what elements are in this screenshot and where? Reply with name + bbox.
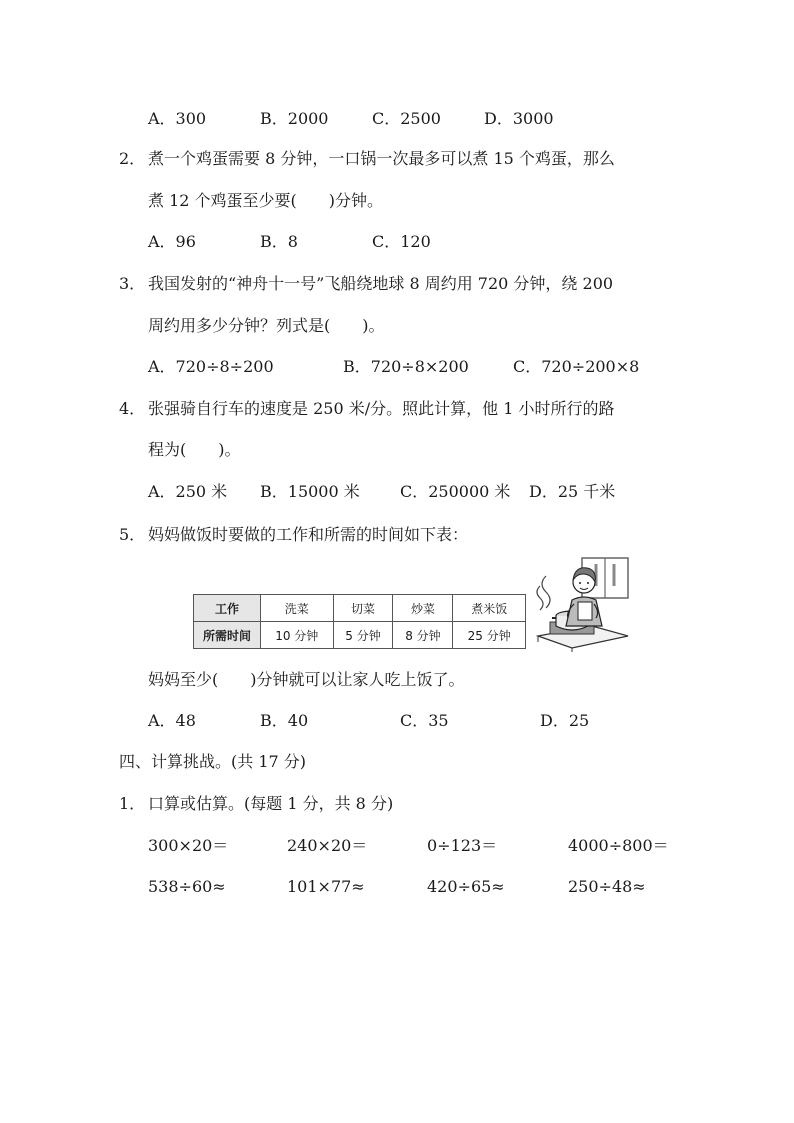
- q4-option-a: A．250 米: [148, 482, 228, 501]
- calc-item: 538÷60≈: [148, 877, 226, 896]
- table-row: [194, 595, 526, 622]
- q3-option-c: C．720÷200×8: [513, 357, 640, 376]
- q5-option-c: C．35: [400, 711, 449, 730]
- q5-line2: 妈妈至少( )分钟就可以让家人吃上饭了。: [148, 670, 465, 689]
- calc-item: 250÷48≈: [568, 877, 646, 896]
- q5-option-d: D．25: [540, 711, 590, 730]
- task-cell: 炒菜: [393, 595, 453, 622]
- q1-option-a: A．300: [148, 109, 207, 128]
- q2-option-b: B．8: [260, 232, 298, 251]
- time-cell: 25 分钟: [453, 622, 526, 649]
- table-header-task: 工作: [194, 595, 261, 622]
- q3-line1: 我国发射的“神舟十一号”飞船绕地球 8 周约用 720 分钟，绕 200: [148, 274, 614, 293]
- q2-number: 2．: [119, 149, 146, 168]
- q1-option-c: C．2500: [372, 109, 441, 128]
- s4q1-text: 口算或估算。(每题 1 分，共 8 分): [148, 794, 394, 813]
- q4-number: 4．: [119, 399, 146, 418]
- q4-option-d: D．25 千米: [529, 482, 616, 501]
- time-cell: 5 分钟: [333, 622, 393, 649]
- calc-item: 240×20＝: [287, 836, 368, 855]
- mother-cooking-illustration: [532, 556, 630, 652]
- q3-number: 3．: [119, 274, 146, 293]
- time-cell: 8 分钟: [393, 622, 453, 649]
- q3-option-b: B．720÷8×200: [343, 357, 469, 376]
- q4-option-c: C．250000 米: [400, 482, 511, 501]
- task-cell: 洗菜: [261, 595, 334, 622]
- q5-line1: 妈妈做饭时要做的工作和所需的时间如下表：: [148, 525, 469, 544]
- table-header-time: 所需时间: [194, 622, 261, 649]
- q2-option-c: C．120: [372, 232, 431, 251]
- q2-line1: 煮一个鸡蛋需要 8 分钟，一口锅一次最多可以煮 15 个鸡蛋，那么: [148, 149, 615, 168]
- q4-line1: 张强骑自行车的速度是 250 米/分。照此计算，他 1 小时所行的路: [148, 399, 615, 418]
- calc-item: 300×20＝: [148, 836, 229, 855]
- q5-option-b: B．40: [260, 711, 309, 730]
- q2-line2: 煮 12 个鸡蛋至少要( )分钟。: [148, 191, 384, 210]
- section4-title: 四、计算挑战。(共 17 分): [119, 752, 307, 771]
- calc-item: 101×77≈: [287, 877, 365, 896]
- q3-line2: 周约用多少分钟？列式是( )。: [148, 316, 385, 335]
- q4-option-b: B．15000 米: [260, 482, 360, 501]
- q2-option-a: A．96: [148, 232, 196, 251]
- q5-number: 5．: [119, 525, 146, 544]
- time-cell: 10 分钟: [261, 622, 334, 649]
- table-row: [194, 622, 526, 649]
- q4-line2: 程为( )。: [148, 440, 241, 459]
- s4q1-number: 1．: [119, 794, 146, 813]
- task-cell: 切菜: [333, 595, 393, 622]
- calc-item: 0÷123＝: [427, 836, 498, 855]
- q1-option-d: D．3000: [484, 109, 554, 128]
- q3-option-a: A．720÷8÷200: [148, 357, 274, 376]
- task-cell: 煮米饭: [453, 595, 526, 622]
- calc-item: 4000÷800＝: [568, 836, 669, 855]
- q5-option-a: A．48: [148, 711, 196, 730]
- q1-option-b: B．2000: [260, 109, 329, 128]
- calc-item: 420÷65≈: [427, 877, 505, 896]
- cooking-time-table: [193, 594, 526, 649]
